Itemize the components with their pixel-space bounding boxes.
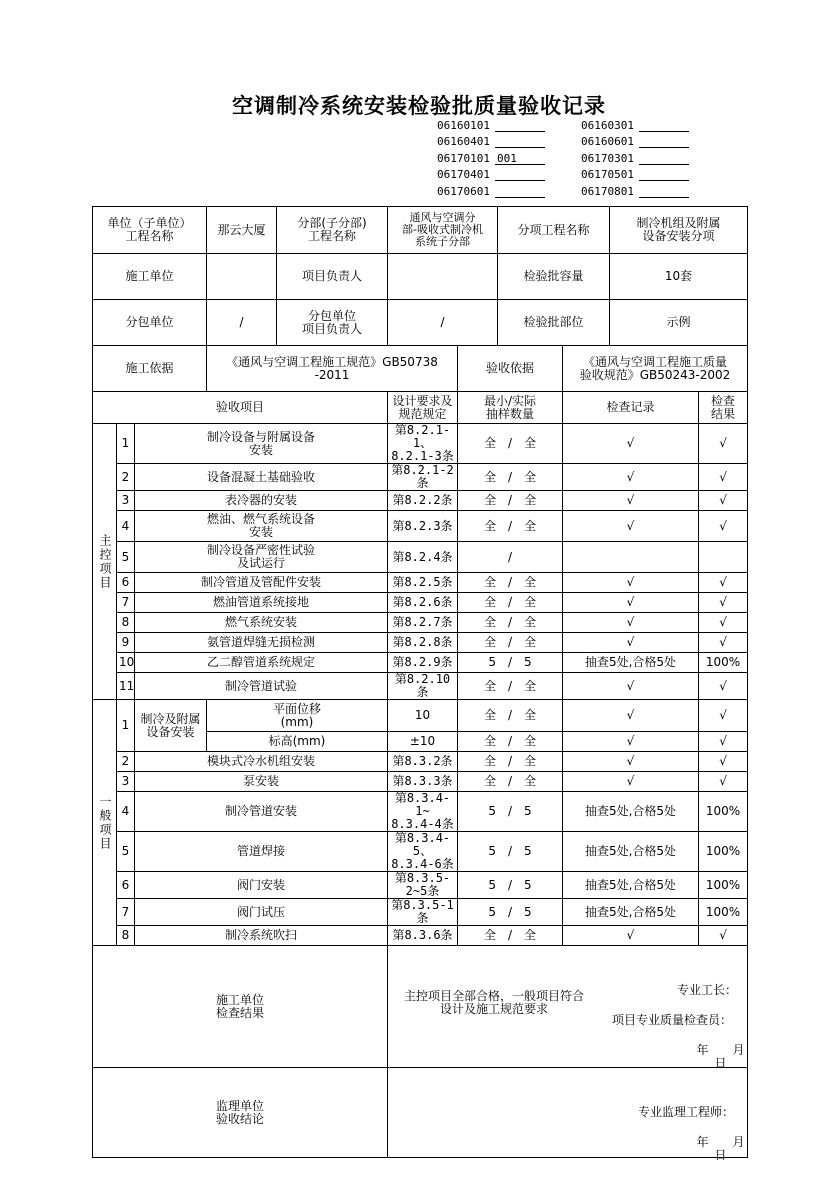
capacity-value: 10套 <box>610 254 748 300</box>
table-row <box>93 926 748 946</box>
sample-slash: / <box>507 595 513 609</box>
sample-cell <box>458 732 563 752</box>
sample-actual: 全 <box>524 469 537 484</box>
item-record: √ <box>563 424 699 464</box>
item-no: 5 <box>117 542 135 573</box>
table-row <box>93 700 748 732</box>
item-record: √ <box>563 613 699 633</box>
unit-value: 那云大厦 <box>207 207 277 254</box>
item-name: 制冷设备与附属设备 安装 <box>135 424 388 464</box>
supervisor-check-label: 监理单位 验收结论 <box>93 1068 388 1158</box>
item-no: 3 <box>117 491 135 511</box>
item-no: 5 <box>117 832 135 872</box>
item-name: 乙二醇管道系统规定 <box>135 653 388 673</box>
code-value <box>639 135 689 148</box>
sample-min: 全 <box>483 734 496 748</box>
sample-slash: / <box>507 635 513 649</box>
subitem-label: 分项工程名称 <box>498 207 610 254</box>
sample-cell <box>458 832 563 872</box>
item-spec: 第8.2.4条 <box>388 542 458 573</box>
item-result: √ <box>699 491 748 511</box>
division-value: 通风与空调分 部-吸收式制冷机 系统子分部 <box>388 207 498 254</box>
supervisor-check-row <box>93 1068 748 1158</box>
sample-cell <box>458 700 563 732</box>
sample-min: 全 <box>483 595 496 609</box>
item-no: 9 <box>117 633 135 653</box>
table-row <box>93 633 748 653</box>
item-no: 4 <box>117 792 135 832</box>
sample-actual: 全 <box>524 708 537 722</box>
code-value: 001 <box>495 152 545 165</box>
sample-min: 全 <box>483 708 496 722</box>
sample-min: 全 <box>483 575 496 589</box>
table-row <box>93 673 748 700</box>
table-row <box>93 511 748 542</box>
code-value <box>639 168 689 181</box>
sample-min: 全 <box>483 754 496 768</box>
item-result <box>699 542 748 573</box>
code-entry <box>581 152 697 166</box>
sample-cell <box>458 613 563 633</box>
sample-cell <box>458 573 563 593</box>
item-record: 抽查5处,合格5处 <box>563 872 699 899</box>
item-name: 燃气系统安装 <box>135 613 388 633</box>
sample-cell <box>458 899 563 926</box>
accept-basis-value: 《通风与空调工程施工质量 验收规范》GB50243-2002 <box>563 346 748 392</box>
code-entry <box>581 135 697 149</box>
table-row <box>93 772 748 792</box>
sub-pm-label: 分包单位 项目负责人 <box>277 300 388 346</box>
item-no: 10 <box>117 653 135 673</box>
code-entry <box>581 185 697 199</box>
contractor-conclusion: 主控项目全部合格，一般项目符合 设计及施工规范要求 <box>403 989 584 1016</box>
sub-item-name: 平面位移 (mm) <box>207 700 388 732</box>
code-number: 06170601 <box>437 184 490 198</box>
code-number: 06160601 <box>581 135 634 149</box>
table-row <box>93 542 748 573</box>
page-title: 空调制冷系统安装检验批质量验收记录 <box>232 94 606 118</box>
item-record: √ <box>563 772 699 792</box>
sample-cell <box>458 752 563 772</box>
item-no: 6 <box>117 872 135 899</box>
sample-cell <box>458 926 563 946</box>
table-row <box>93 653 748 673</box>
sample-actual: 5 <box>524 877 532 892</box>
item-record: √ <box>563 464 699 491</box>
col-result: 检查 结果 <box>699 392 748 424</box>
code-number: 06160401 <box>437 135 490 149</box>
sample-slash: / <box>507 549 513 564</box>
item-record: √ <box>563 752 699 772</box>
sample-min: 5 <box>488 877 496 892</box>
sample-min: 全 <box>483 678 496 693</box>
item-spec: 第8.2.5条 <box>388 573 458 593</box>
item-spec: 第8.2.10条 <box>388 673 458 700</box>
item-record: √ <box>563 673 699 700</box>
item-name: 泵安装 <box>135 772 388 792</box>
item-spec: ±10 <box>388 732 458 752</box>
code-entry <box>437 135 581 149</box>
contractor-check-label: 施工单位 检查结果 <box>93 946 388 1068</box>
sub-pm-value: / <box>388 300 498 346</box>
item-record: √ <box>563 700 699 732</box>
item-result: 100% <box>699 872 748 899</box>
sample-min: 全 <box>483 774 496 788</box>
item-spec: 第8.2.8条 <box>388 633 458 653</box>
contractor-date: 年 月 日 <box>696 1043 769 1070</box>
table-row <box>93 464 748 491</box>
item-record: √ <box>563 732 699 752</box>
sample-cell <box>458 424 563 464</box>
code-number: 06170101 <box>437 151 490 165</box>
sample-actual: 全 <box>524 754 537 768</box>
item-result: 100% <box>699 653 748 673</box>
basis-label: 施工依据 <box>93 346 207 392</box>
division-label: 分部(子分部) 工程名称 <box>277 207 388 254</box>
contractor-check-content <box>388 946 769 1070</box>
sample-min: 全 <box>483 469 496 484</box>
item-name: 制冷设备严密性试验 及试运行 <box>135 542 388 573</box>
table-row <box>93 491 748 511</box>
item-result: √ <box>699 673 748 700</box>
item-spec: 第8.2.6条 <box>388 593 458 613</box>
code-value <box>639 152 689 165</box>
item-name: 制冷管道试验 <box>135 673 388 700</box>
sample-actual: 全 <box>524 928 537 942</box>
sample-actual: 全 <box>524 575 537 589</box>
item-name: 阀门安装 <box>135 872 388 899</box>
code-entry <box>437 119 581 133</box>
inspection-table <box>92 206 769 1162</box>
item-spec: 第8.2.2条 <box>388 491 458 511</box>
item-no: 4 <box>117 511 135 542</box>
item-name: 制冷管道安装 <box>135 792 388 832</box>
item-result: 100% <box>699 792 748 832</box>
unit-label: 单位（子单位） 工程名称 <box>93 207 207 254</box>
item-record: 抽查5处,合格5处 <box>563 899 699 926</box>
sample-min: 5 <box>488 804 496 818</box>
code-entry <box>581 168 697 182</box>
item-result: √ <box>699 424 748 464</box>
sample-actual: 5 <box>524 844 532 858</box>
sample-slash: / <box>507 877 513 892</box>
sample-slash: / <box>507 493 513 507</box>
item-result: √ <box>699 511 748 542</box>
sample-slash: / <box>507 469 513 484</box>
item-result: √ <box>699 700 748 732</box>
item-spec: 第8.3.4-5、 8.3.4-6条 <box>388 832 458 872</box>
item-name: 表冷器的安装 <box>135 491 388 511</box>
code-value <box>495 119 545 132</box>
part-label: 检验批部位 <box>498 300 610 346</box>
sample-slash: / <box>507 774 513 788</box>
table-row <box>93 872 748 899</box>
item-no: 6 <box>117 573 135 593</box>
code-value <box>639 185 689 198</box>
item-record: 抽查5处,合格5处 <box>563 792 699 832</box>
subcontractor-value: / <box>207 300 277 346</box>
item-spec: 第8.2.7条 <box>388 613 458 633</box>
code-number: 06160101 <box>437 119 490 132</box>
pm-label: 项目负责人 <box>277 254 388 300</box>
item-spec: 第8.3.2条 <box>388 752 458 772</box>
item-no: 2 <box>117 464 135 491</box>
table-row <box>93 792 748 832</box>
table-row <box>93 613 748 633</box>
item-record: 抽查5处,合格5处 <box>563 832 699 872</box>
sample-actual: 全 <box>524 774 537 788</box>
item-record: √ <box>563 633 699 653</box>
code-number: 06170501 <box>581 168 634 182</box>
item-result: 100% <box>699 832 748 872</box>
item-result: √ <box>699 772 748 792</box>
code-number: 06170801 <box>581 184 634 198</box>
sample-cell <box>458 511 563 542</box>
item-record: √ <box>563 573 699 593</box>
contractor-check-row <box>93 946 748 1068</box>
item-result: √ <box>699 732 748 752</box>
item-name: 制冷系统吹扫 <box>135 926 388 946</box>
sample-actual: 5 <box>524 804 532 818</box>
contractor-value <box>207 254 277 300</box>
code-entry <box>437 185 581 199</box>
sample-cell <box>458 673 563 700</box>
item-spec: 第8.3.3条 <box>388 772 458 792</box>
col-sample: 最小/实际 抽样数量 <box>458 392 563 424</box>
table-row <box>93 573 748 593</box>
item-record: √ <box>563 511 699 542</box>
item-result: √ <box>699 926 748 946</box>
table-row <box>93 593 748 613</box>
item-no: 7 <box>117 899 135 926</box>
item-no: 3 <box>117 772 135 792</box>
supervisor-date: 年 月 日 <box>696 1135 769 1162</box>
sample-slash: / <box>507 655 513 669</box>
supervisor-check-content <box>388 1068 769 1162</box>
subitem-value: 制冷机组及附属 设备安装分项 <box>610 207 748 254</box>
sample-slash: / <box>507 436 513 450</box>
sample-cell <box>458 593 563 613</box>
sample-actual: 全 <box>524 493 537 507</box>
item-spec: 10 <box>388 700 458 732</box>
sample-cell <box>458 792 563 832</box>
sample-actual: 全 <box>524 635 537 649</box>
item-result: √ <box>699 593 748 613</box>
sample-slash: / <box>507 754 513 768</box>
col-record: 检查记录 <box>563 392 699 424</box>
sample-slash: / <box>507 678 513 693</box>
item-name: 燃油、燃气系统设备 安装 <box>135 511 388 542</box>
item-name: 氨管道焊缝无损检测 <box>135 633 388 653</box>
basis-value: 《通风与空调工程施工规范》GB50738 -2011 <box>207 346 458 392</box>
table-row <box>93 752 748 772</box>
item-spec: 第8.3.5-1条 <box>388 899 458 926</box>
sample-min: 5 <box>488 655 496 669</box>
item-record: √ <box>563 491 699 511</box>
code-number: 06170301 <box>581 151 634 165</box>
sample-actual: 5 <box>524 904 532 919</box>
item-name: 设备混凝土基础验收 <box>135 464 388 491</box>
sample-slash: / <box>507 518 513 533</box>
item-result: √ <box>699 752 748 772</box>
item-name: 燃油管道系统接地 <box>135 593 388 613</box>
item-spec: 第8.2.9条 <box>388 653 458 673</box>
col-item: 验收项目 <box>93 392 388 424</box>
sample-min: 全 <box>483 493 496 507</box>
code-entry <box>437 168 581 182</box>
code-entry <box>437 152 581 166</box>
sample-slash: / <box>507 904 513 919</box>
code-value <box>495 168 545 181</box>
part-value: 示例 <box>610 300 748 346</box>
code-number: 06170401 <box>437 168 490 182</box>
sample-cell <box>458 491 563 511</box>
item-name: 模块式冷水机组安装 <box>135 752 388 772</box>
sample-min: 5 <box>488 904 496 919</box>
table-row <box>93 424 748 464</box>
code-list <box>437 119 697 199</box>
sample-slash: / <box>507 575 513 589</box>
sample-min: 5 <box>488 844 496 858</box>
general-group-label: 一般项目 <box>93 700 117 946</box>
item-no: 11 <box>117 673 135 700</box>
sample-cell <box>458 464 563 491</box>
sample-cell <box>458 633 563 653</box>
item-result: √ <box>699 464 748 491</box>
accept-basis-label: 验收依据 <box>458 346 563 392</box>
item-spec: 第8.2.1-2条 <box>388 464 458 491</box>
item-spec: 第8.2.3条 <box>388 511 458 542</box>
item-name: 制冷及附属 设备安装 <box>135 700 207 752</box>
item-spec: 第8.3.4-1~ 8.3.4-4条 <box>388 792 458 832</box>
sample-slash: / <box>507 844 513 858</box>
sample-actual: 全 <box>524 436 537 450</box>
sample-slash: / <box>507 708 513 722</box>
sample-slash: / <box>507 928 513 942</box>
sample-min: 全 <box>483 615 496 629</box>
sample-slash: / <box>507 615 513 629</box>
sample-cell <box>458 772 563 792</box>
pm-value <box>388 254 498 300</box>
item-result: √ <box>699 573 748 593</box>
sample-min: 全 <box>483 436 496 450</box>
table-row <box>93 832 748 872</box>
item-no: 2 <box>117 752 135 772</box>
sample-actual: 全 <box>524 734 537 748</box>
item-name: 管道焊接 <box>135 832 388 872</box>
item-record: √ <box>563 593 699 613</box>
sample-actual: 全 <box>524 615 537 629</box>
item-no: 8 <box>117 926 135 946</box>
item-result: 100% <box>699 899 748 926</box>
sample-actual: 全 <box>524 678 537 693</box>
item-record <box>563 542 699 573</box>
main-group-label: 主控项目 <box>93 424 117 700</box>
sample-cell <box>458 872 563 899</box>
contractor-label: 施工单位 <box>93 254 207 300</box>
item-spec: 第8.3.6条 <box>388 926 458 946</box>
sample-cell <box>458 653 563 673</box>
item-no: 8 <box>117 613 135 633</box>
item-record: √ <box>563 926 699 946</box>
code-number: 06160301 <box>581 119 634 132</box>
item-name: 制冷管道及管配件安装 <box>135 573 388 593</box>
item-result: √ <box>699 633 748 653</box>
code-value <box>639 119 689 132</box>
item-result: √ <box>699 613 748 633</box>
sample-cell <box>458 542 563 573</box>
supervisor-engineer-label: 专业监理工程师： <box>638 1105 735 1119</box>
sample-slash: / <box>507 804 513 818</box>
item-no: 7 <box>117 593 135 613</box>
sub-item-name: 标高(mm) <box>207 732 388 752</box>
sample-min: 全 <box>483 518 496 533</box>
sample-slash: / <box>507 734 513 748</box>
item-record: 抽查5处,合格5处 <box>563 653 699 673</box>
sample-actual: 全 <box>524 595 537 609</box>
item-no: 1 <box>117 700 135 752</box>
code-entry <box>581 119 697 133</box>
code-value <box>495 185 545 198</box>
item-name: 阀门试压 <box>135 899 388 926</box>
foreman-label: 专业工长： <box>677 983 738 997</box>
item-no: 1 <box>117 424 135 464</box>
item-spec: 第8.3.5-2~5条 <box>388 872 458 899</box>
subcontractor-label: 分包单位 <box>93 300 207 346</box>
sample-min: 全 <box>483 635 496 649</box>
sample-min: 全 <box>483 928 496 942</box>
capacity-label: 检验批容量 <box>498 254 610 300</box>
col-spec: 设计要求及 规范规定 <box>388 392 458 424</box>
inspector-label: 项目专业质量检查员： <box>612 1013 733 1027</box>
sample-actual: 5 <box>524 655 532 669</box>
item-spec: 第8.2.1-1、 8.2.1-3条 <box>388 424 458 464</box>
sample-actual: 全 <box>524 518 537 533</box>
code-value <box>495 135 545 148</box>
table-row <box>93 899 748 926</box>
